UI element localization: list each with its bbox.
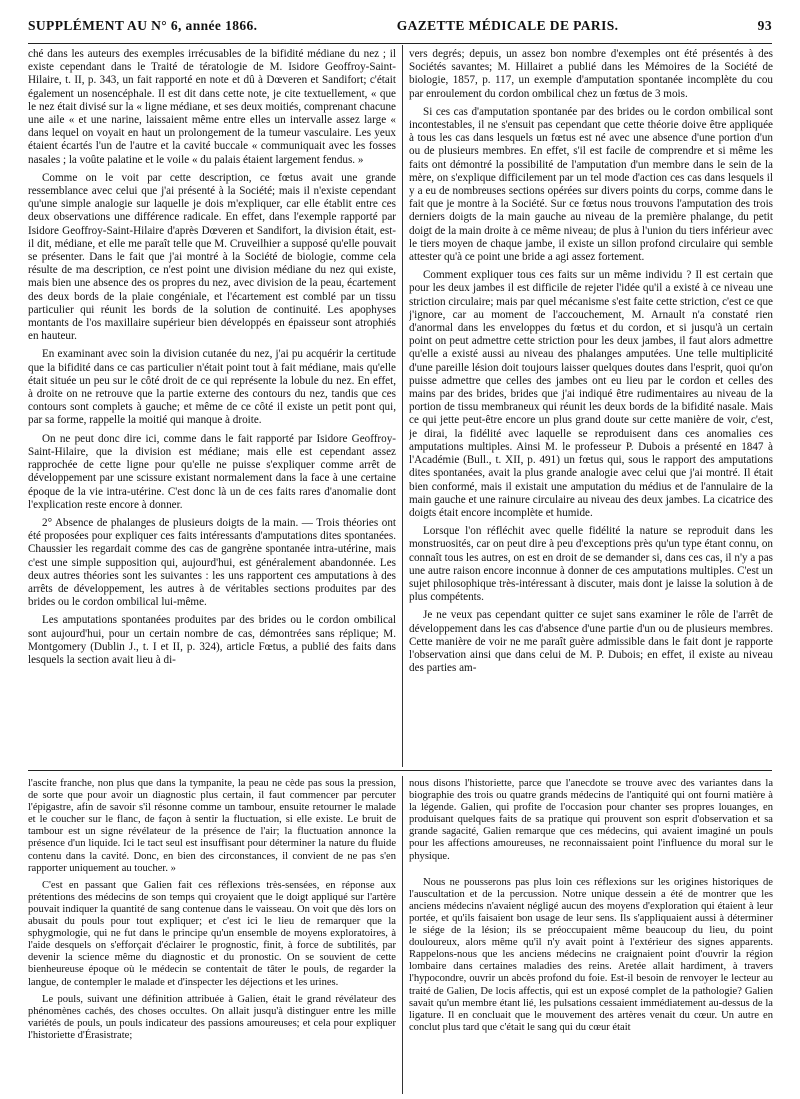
section-rule (28, 770, 772, 771)
article-column-left (28, 48, 396, 766)
paragraph: On ne peut donc dire ici, comme dans le fait rapporté par Isidore Geoffroy-Saint-Hilaire, que la division est médiane; mais elle est cependant assez rapprochée de cette ligne pour qu'elle ne puisse s'expliquer comme arrêt de développement par une scissure existant normalement dans la face à une certaine époque de la vie intra-utérine. C'est donc là un de ces faits rares d'anomalie dont l'explication reste encore à donner. (28, 432, 396, 511)
paragraph: l'ascite franche, non plus que dans la tympanite, la peau ne cède pas sous la pression, de sorte que pour avoir un diagnostic plus certain, il faut commencer par percuter l'épigastre, afin de savoir s'il résonne comme un tambour, ensuite retourner le malade et le coucher sur le flanc, de façon à sentir la fluctuation, si elle existe. Le bruit de tambour est un signe révélateur de la présence de l'air; la fluctuation annonce la présence d'un liquide. Ici le tact seul est insuffisant pour déterminer la nature du fluide contenu dans la cavité. Donc, en bien des circonstances, il convient de ne pas s'en rapporter uniquement au toucher. » (28, 778, 396, 874)
paragraph: Comme on le voit par cette description, ce fœtus avait une grande ressemblance avec celui que j'ai présenté à la Société; mais il n'existe cependant qu'une simple analogie sur laquelle je dois m'expliquer, car elle établit entre ces deux observations une différence radicale. En effet, dans l'exemple rapporté par Isidore Geoffroy-Saint-Hilaire d'après Dœveren et Sandifort, la division était, est-il dit, médiane, et elle me paraît telle que M. Cruveilhier a supposé qu'elle pouvait se présenter. Dans le fait que j'ai montré à la Société de biologie, comme cela résulte de ma description, ce n'est point une division médiane du nez qui existe, mais bien une absence des os propres du nez, avec division de la peau, écartement des deux bords de la plaie congéniale, et l'écartement est comblé par un tissu particulier qui réunit les bords de la solution de continuité. Les apophyses montants de l'os maxillaire supérieur bien développés en épaisseur sont atrophiés en hauteur. (28, 171, 396, 343)
feuilleton-column-left (28, 778, 396, 1094)
paragraph: Lorsque l'on réfléchit avec quelle fidélité la nature se reproduit dans les monstruosités, car on peut dire à peu d'exceptions près qu'un type étant connu, on connaît tous les autres, on est en droit de se demander si, dans ces cas, il n'y a pas une autre raison encore inconnue à donner de ces amputations multiples. C'est un sujet philosophique très-intéressant à discuter, mais dont je laisse la solution à de plus compétents. (409, 525, 773, 604)
column-divider (402, 776, 403, 1094)
article-column-right (409, 48, 773, 766)
paragraph: 2° Absence de phalanges de plusieurs doigts de la main. — Trois théories ont été proposées pour expliquer ces faits intéressants d'amputations dites spontanées. Chaussier les regardait comme des cas de gangrène spontanée intra-utérine, mais c'est une simple supposition qui, aujourd'hui, est généralement abandonnée. Les deux autres théories sont les suivantes : les uns rapportent ces amputations à des arrêts de développement, les autres à de véritables sections produites par des brides ou le cordon ombilical lui-même. (28, 516, 396, 609)
journal-title: GAZETTE MÉDICALE DE PARIS. (396, 18, 619, 33)
supplement-label: SUPPLÉMENT AU N° 6, année 1866. (28, 18, 258, 33)
header-rule (28, 43, 772, 44)
page-number: 93 (757, 18, 772, 33)
paragraph: nous disons l'historiette, parce que l'anecdote se trouve avec des variantes dans la biographie des trois ou quatre grands médecins de l'antiquité qui ont fourni matière à la légende. Galien, qui profite de l'occasion pour chanter ses propres louanges, en produisant quelques faits de sa pratique qui prouvent son esprit d'observation et sa grande sagacité, Galien remarque que ces médecins, qui avaient imaginé un pouls pour les affections amoureuses, ne reconnaissaient point l'influence du moral sur le physique. (409, 778, 773, 862)
paragraph: Si ces cas d'amputation spontanée par des brides ou le cordon ombilical sont incontestables, il ne s'ensuit pas cependant que cette théorie doive être appliquée à tous les cas dans lesquels un fœtus est né avec une absence d'une portion d'un ou de plusieurs membres. En effet, s'il est facile de comprendre et si même les faits ont démontré la possibilité de l'amputation d'un membre dans le sein de la mère, on s'explique difficilement par un tel mode d'action ces cas dans lesquels il y a eu de nombreuses sections opérées sur divers points du corps, comme dans le fait que je montre à la Société. Sur ce fœtus nous trouvons l'amputation des trois derniers doigts de la main gauche au niveau de la première phalange, du petit doigt de la main droite à ce même niveau; de plus à l'union du tiers inférieur avec le tiers moyen de chaque jambe, il existe un sillon profond circulaire qui semble attester qu'à ce point une bride a agi assez fortement. (409, 105, 773, 264)
paragraph: Comment expliquer tous ces faits sur un même individu ? Il est certain que pour les deux jambes il est difficile de rejeter l'idée qu'il a existé à ce niveau une striction circulaire; mais par quel mécanisme s'est faite cette striction, c'est ce que j'ignore, car au moment de l'accouchement, M. Arnault n'a constaté rien d'anormal dans les enveloppes du fœtus et du cordon, et si jusqu'à un certain point on peut admettre cette striction pour les deux jambes, il faut alors admettre qu'elle a existé aussi au niveau des phalanges amputées. Une telle multiplicité d'une pareille lésion doit toujours laisser quelques doutes dans l'esprit, quoi qu'on puisse admettre que celles des jambes ont eu lieu par le cordon et celles des mains par des brides, brides que j'ai indiqué être rudimentaires au niveau de la portion de tissu membraneux qui réunit les deux bords de la bifidité nasale. Mais ce qui jette peut-être encore un plus grand doute sur cette manière de voir, c'est, je dirai, la fidélité avec laquelle se reproduisent dans ces anomalies ces amputations multiples. Ainsi M. le professeur P. Dubois a présenté en 1847 à l'Académie (Bull., t. XII, p. 491) un fœtus qui, sous le rapport des amputations dites spontanées, avait la plus grande analogie avec celui que j'ai montré. Il était bien conformé, mais il existait une amputation du médius et de l'annulaire de la main gauche et une rainure circulaire au niveau des deux jambes. La cicatrice des doigts était encore incomplète et humide. (409, 269, 773, 519)
paragraph: Nous ne pousserons pas plus loin ces réflexions sur les origines historiques de l'auscultation et de la percussion. Notre unique dessein a été de montrer que les anciens médecins n'avaient négligé aucun des moyens d'exploration qui étaient à leur portée, et qu'ils faisaient bon usage de leur sens. Ils s'appliquaient aussi à déterminer le siége de la lésion; ils se préoccupaient même beaucoup du lieu, du point douloureux, alors même qu'il n'y avait point à l'extérieur des signes apparents. Rappelons-nous que les anciens médecins ne craignaient point d'ouvrir la région lombaire dans certaines maladies des reins. Aretée allait hardiment, à travers l'hypocondre, ouvrir un abcès profond du foie. Est-il besoin de renvoyer le lecteur au traité de Galien, De locis affectis, qui est un exposé complet de la pathologie? Galien savait qu'un membre étant lié, les pulsations cessaient immédiatement au-dessus de la ligature. Il en concluait que le mouvement des artères venait du cœur. Un autre en conclut plus tard que c'était le sang qui du cœur était (409, 876, 773, 1033)
paragraph: En examinant avec soin la division cutanée du nez, j'ai pu acquérir la certitude que la bifidité dans ce cas particulier n'était point tout à fait médiane, mais qu'elle était située un peu sur le côté droit de ce qui représente la lobule du nez. En effet, à droite on ne retrouve que la partie externe des contours du nez, tandis que ces contours sont complets à gauche; et même de ce côté il existe un petit pont qui, par sa forme, rappelle la moitié qui manque à droite. (28, 348, 396, 427)
column-divider (402, 45, 403, 767)
paragraph: C'est en passant que Galien fait ces réflexions très-sensées, en réponse aux prétentions des médecins de son temps qui croyaient que le doigt appliqué sur l'artère pouvait indiquer la quantité de sang contenue dans le vaisseau. On voit que dès lors on abusait du pouls pour tout expliquer; et c'est ici le lieu de remarquer que la sphygmologie, qui ne fut dans le principe qu'un ensemble de moyens exploratoires, à l'aide desquels on s'efforçait d'éclairer le prognostic, finit, à force de subtilités, par devenir la science même du diagnostic et du pronostic. On se souvient de cette bienheureuse époque où le médecin se contentait de tâter le pouls, de regarder la langue, de contempler le malade et d'inspecter les déjections et les urines. (28, 879, 396, 988)
paragraph: vers degrés; depuis, un assez bon nombre d'exemples ont été présentés à des Sociétés savantes; M. Hillairet a publié dans les Mémoires de la Société de biologie, 1857, p. 117, un exemple d'amputation spontanée incomplète du cou par enroulement du cordon ombilical chez un fœtus de 3 mois. (409, 48, 773, 100)
paragraph: Je ne veux pas cependant quitter ce sujet sans examiner le rôle de l'arrêt de développement dans les cas d'absence d'une partie d'un ou de plusieurs membres. Cette manière de voir ne me paraît guère admissible dans le fait dont je rapporte l'observation ainsi que dans celui de M. P. Dubois; en effet, il existe au niveau des parties am- (409, 609, 773, 675)
feuilleton-column-right (409, 778, 773, 1094)
paragraph: ché dans les auteurs des exemples irrécusables de la bifidité médiane du nez ; il existe cependant dans le Traité de tératologie de M. Isidore Geoffroy-Saint-Hilaire, t. II, p. 343, un fait rapporté en note et dû à Dœveren et Sandifort; c'était également un nosencéphale. Il est dit dans cette note, je cite textuellement, « que le nez était divisé sur la « ligne médiane, et ses deux moitiés, comprenant chacune une aile « et une narine, laissaient même entre elles un intervalle assez large « dans lequel on voyait en haut un prolongement de la tumeur vasculaire. Les yeux étaient écartés l'un de l'autre et la cavité buccale « communiquait avec les fosses nasales ; la voûte palatine et le voile « du palais étaient largement fendus. » (28, 48, 396, 166)
paragraph: Les amputations spontanées produites par des brides ou le cordon ombilical sont aujourd'hui, pour un certain nombre de cas, démontrées sans réplique; M. Montgomery (Dublin J., t. I et II, p. 324), article Fœtus, a publié des faits dans lesquels la section avait lieu à di- (28, 614, 396, 666)
paragraph: Le pouls, suivant une définition attribuée à Galien, était le grand révélateur des phénomènes cachés, des choses occultes. On allait jusqu'à distinguer entre les mille variétés de pouls, un pouls indicateur des passions amoureuses; et cela pour expliquer l'historiette d'Érasistrate; (28, 993, 396, 1041)
running-header (28, 18, 772, 40)
